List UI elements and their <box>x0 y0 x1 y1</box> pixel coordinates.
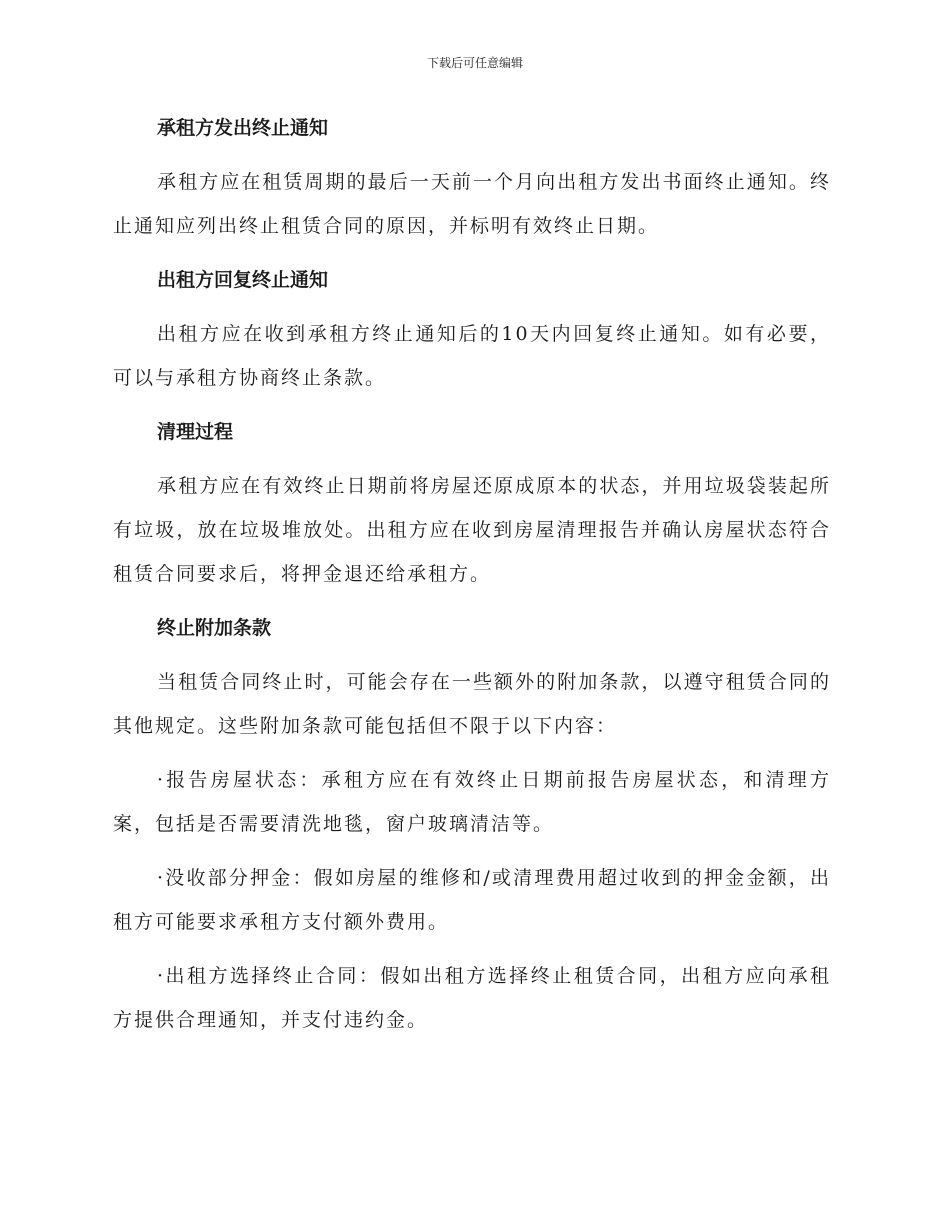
section-tenant-notice <box>113 106 831 248</box>
section-heading: 出租方回复终止通知 <box>157 269 329 291</box>
page-header: 下载后可任意编辑 <box>426 56 523 70</box>
bullet-paragraph: ·报告房屋状态：承租方应在有效终止日期前报告房屋状态，和清理方案，包括是否需要清洗地毯，窗户玻璃清洁等。 <box>113 769 831 835</box>
document-body <box>113 106 831 1052</box>
paragraph: 出租方应在收到承租方终止通知后的10天内回复终止通知。如有必要，可以与承租方协商终止条款。 <box>113 323 831 389</box>
paragraph: 当租赁合同终止时，可能会存在一些额外的附加条款，以遵守租赁合同的其他规定。这些附加条款可能包括但不限于以下内容： <box>113 671 831 737</box>
section-cleanup <box>113 410 831 596</box>
bullet-paragraph: ·没收部分押金：假如房屋的维修和/或清理费用超过收到的押金金额，出租方可能要求承租方支付额外费用。 <box>113 867 831 933</box>
paragraph: 承租方应在租赁周期的最后一天前一个月向出租方发出书面终止通知。终止通知应列出终止租赁合同的原因，并标明有效终止日期。 <box>113 171 831 237</box>
section-heading: 终止附加条款 <box>157 617 272 639</box>
section-landlord-reply <box>113 258 831 400</box>
section-additional-terms <box>113 606 831 1042</box>
section-heading: 清理过程 <box>157 421 234 443</box>
paragraph: 承租方应在有效终止日期前将房屋还原成原本的状态，并用垃圾袋装起所有垃圾，放在垃圾堆放处。出租方应在收到房屋清理报告并确认房屋状态符合租赁合同要求后，将押金退还给承租方。 <box>113 475 831 585</box>
section-heading: 承租方发出终止通知 <box>157 117 329 139</box>
bullet-paragraph: ·出租方选择终止合同：假如出租方选择终止租赁合同，出租方应向承租方提供合理通知，并支付违约金。 <box>113 965 831 1031</box>
